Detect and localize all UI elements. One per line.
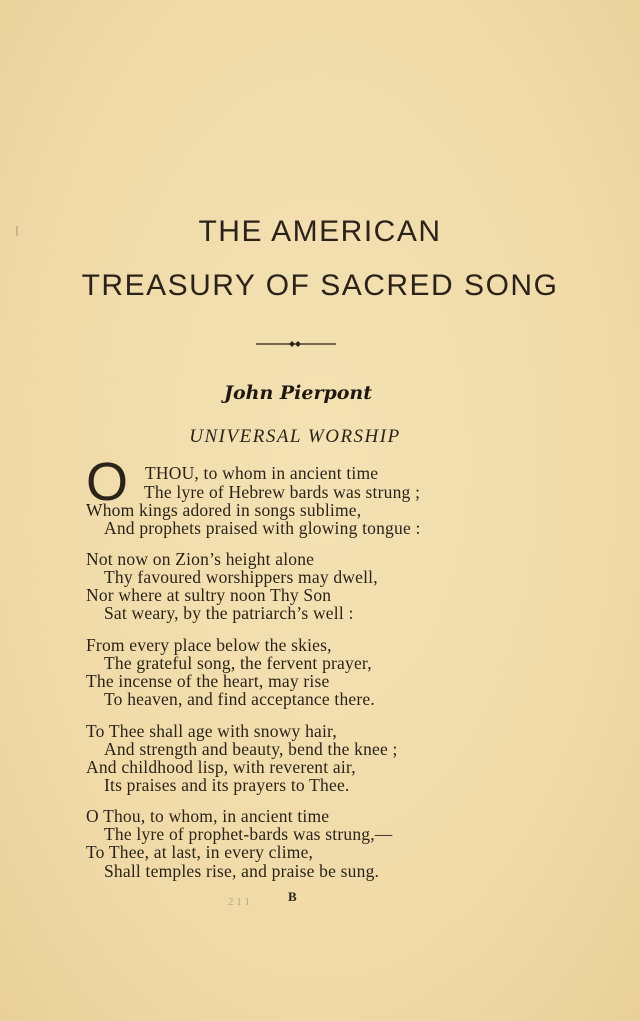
poem-line: The lyre of Hebrew bards was strung ;	[144, 482, 421, 502]
poem-line: To Thee shall age with snowy hair,	[86, 721, 337, 741]
poem-line: Its praises and its prayers to Thee.	[104, 775, 350, 795]
drop-capital: O	[86, 452, 129, 512]
book-title-line2: TREASURY OF SACRED SONG	[81, 269, 559, 302]
poem-line: Shall temples rise, and praise be sung.	[104, 861, 380, 881]
author-name: John Pierpont	[223, 382, 373, 404]
poem-line: And childhood lisp, with reverent air,	[86, 757, 356, 777]
poem-line: The grateful song, the fervent prayer,	[104, 653, 372, 673]
poem-line: And prophets praised with glowing tongue :	[104, 518, 421, 538]
poem-line: The incense of the heart, may rise	[86, 671, 330, 691]
book-title-line1: THE AMERICAN	[198, 215, 442, 248]
signature-mark: B	[288, 889, 297, 904]
poem-line: To Thee, at last, in every clime,	[86, 842, 314, 862]
poem-line: The lyre of prophet-bards was strung,—	[104, 824, 393, 844]
poem-line: And strength and beauty, bend the knee ;	[104, 739, 398, 759]
poem-line: To heaven, and find acceptance there.	[104, 689, 375, 709]
poem-line: Nor where at sultry noon Thy Son	[86, 585, 332, 605]
poem-line: Thy favoured worshippers may dwell,	[104, 567, 378, 587]
poem-line: THOU, to whom in ancient time	[145, 463, 379, 483]
faint-page-mark: 2 1 1	[228, 896, 250, 908]
poem-line: Sat weary, by the patriarch’s well :	[104, 603, 354, 623]
poem-line: O Thou, to whom, in ancient time	[86, 806, 330, 826]
poem-line: Whom kings adored in songs sublime,	[86, 500, 362, 520]
poem-line: Not now on Zion’s height alone	[86, 549, 315, 569]
ornament-divider-icon	[256, 338, 336, 350]
poem-title: UNIVERSAL WORSHIP	[189, 426, 401, 447]
poem-line: From every place below the skies,	[86, 635, 332, 655]
